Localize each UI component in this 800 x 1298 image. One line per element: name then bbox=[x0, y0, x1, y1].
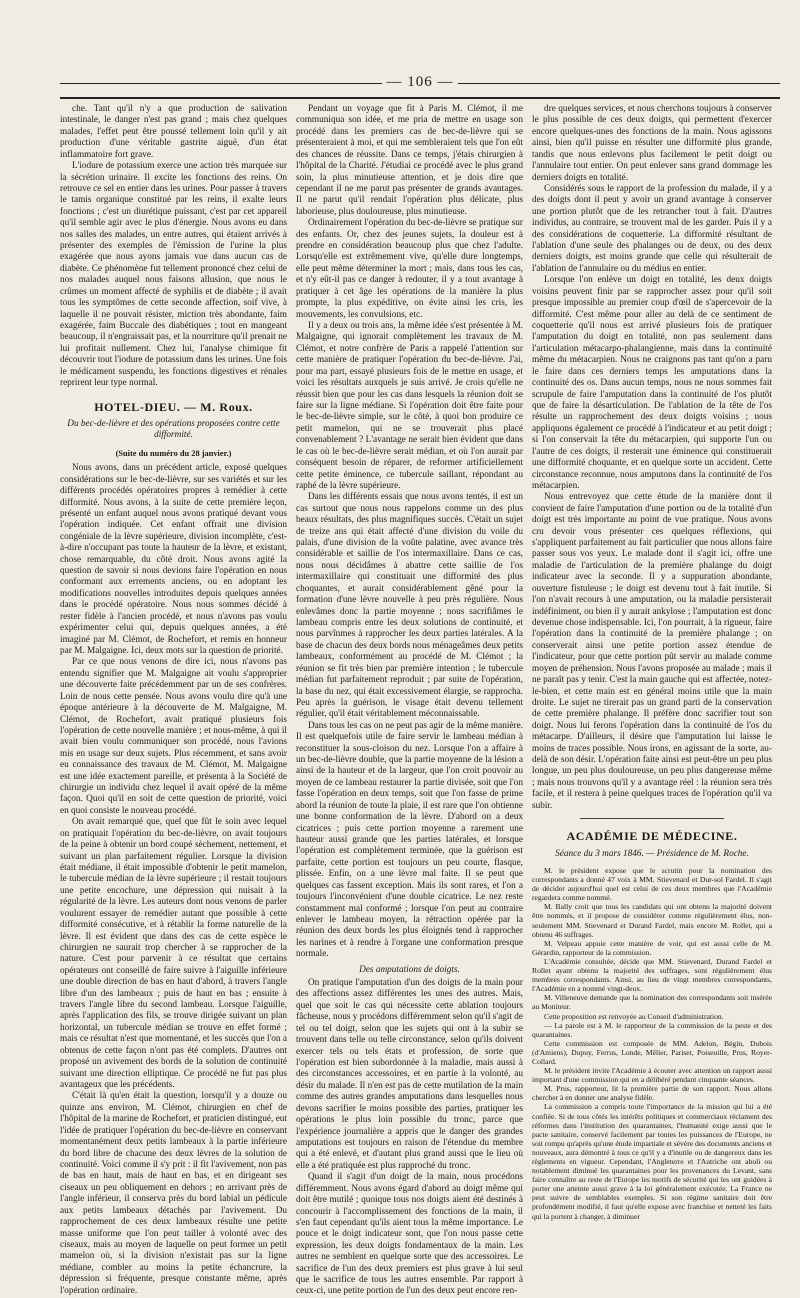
paragraph: L'iodure de potassium exerce une action très marquée sur la sécrétion urinaire. Il excite les fonctions des reins. On retrouve ce sel en entier dans les urines. Pour passer à travers le tamis organique constitué par les reins, il exalte leurs fonctions ; c'est un diurétique puissant, c'est par cet appareil qu'il semble agir avec le plus d'énergie. Nous avons eu dans nos salles des malades, un entre autres, qui étaient arrivés à présenter des exemples de l'émission de l'urine la plus exagérée que nous ayons jamais vue dans aucun cas de diabète. Ce phénomène fut tellement prononcé chez celui de nos malades auquel nous faisons allusion, que nous le crûmes un moment affecté de syphilis et de diabète ; il avait tous les symptômes de cette seconde affection, soif vive, à laquelle il ne pouvait résister, miction très abondante, faim exagérée, faim Buccale des diabétiques ; tout en mangeant beaucoup, il n'engraissait pas, et la nourriture qu'il prenait ne lui profitait nullement. Chez lui, l'analyse chimique fit découvrir tout l'iodure de potassium dans les urines. Une fois le médicament suspendu, les fonctions digestives et rénales reprirent leur type normal. bbox=[60, 161, 287, 389]
paragraph: Cette commission est composée de MM. Adelon, Bégin, Dubois (d'Amiens), Dupuy, Ferrus, Londe, Mêlier, Pariset, Poiseuille, Prus, Royer-Collard. bbox=[532, 1038, 772, 1066]
section-subheading-amputations: Des amputations de doigts. bbox=[359, 964, 460, 975]
page-number: — 106 — bbox=[386, 74, 454, 90]
paragraph: Lorsque l'on enlève un doigt en totalité, les deux doigts voisins peuvent finir par se rapprocher assez pour qu'il soit presque impossible au premier coup d'œil de s'apercevoir de la difformité. C'est même pour aller au delà de ce sentiment de coquetterie qu'il nous est arrivé plusieurs fois de pratiquer l'amputation du doigt en totalité, non pas seulement dans l'articulation métacarpo-phalangienne, mais dans la continuité même du métacarpien. Nous ne craignons pas tant qu'on a paru le faire dans ces derniers temps les amputations dans la continuité des os. Dans aucun temps, nous ne nous sommes fait scrupule de faire l'amputation dans la continuité de l'os plutôt que de faire la désarticulation. De l'ablation de la tête de l'os résulte un rapprochement des deux doigts voisins ; nous appliquons également ce procédé à l'indicateur et au petit doigt ; si l'on conservait la tête du métacarpien, qui supporte l'un ou l'autre de ces doigts, il resterait une éminence qui constituerait une difformité choquante, et en quelque sorte un accident. Cette circonstance reconnue, nous amputons dans la continuité de l'os métacarpien. bbox=[532, 275, 772, 491]
paragraph: M. Bally croit que tous les candidats qui ont obtenu la majorité doivent être nommés, et il propose de considérer comme régulièrement élus, non-seulement MM. Stievenard et Durand Fardel, mais encore M. Rollet, qui a obtenu 46 suffrages. bbox=[532, 902, 772, 939]
paragraph: dre quelques services, et nous cherchons toujours à conserver le plus possible de ces deux doigts, qui permettent d'exercer encore quelques-unes des fonctions de la main. Nous agissons ainsi, bien qu'il puisse en résulter une difformité plus grande, tandis que nous enlevons plus facilement le petit doigt ou l'annulaire tout entier. On peut enlever sans grand dommage les derniers doigts en totalité. bbox=[532, 104, 772, 183]
paragraph: Quand il s'agit d'un doigt de la main, nous procédons différemment. Nous avons égard d'abord au doigt même qui doit être mutilé ; quoique tous nos doigts aient été destinés à concourir à l'accomplissement des fonctions de la main, il s'en faut cependant qu'ils aient tous la même importance. Le pouce et le doigt indicateur sont, que l'on nous passe cette expression, les deux doigts fondamentaux de la main. Les autres ne semblent en quelque sorte que des accessoires. Le sacrifice de l'un des deux premiers est plus grave à lui seul que le sacrifice de tous les autres ensemble. Par rapport à ceux-ci, une petite portion de l'un des deux peut encore ren- bbox=[296, 1172, 523, 1297]
session-line: Séance du 3 mars 1846. — Présidence de M. Roche. bbox=[555, 848, 749, 859]
paragraph: L'Académie consultée, décide que MM. Stievenard, Durand Fardel et Rollet ayant obtenu la majorité des suffrages, sont régulièrement élus membres correspondants. Ainsi, au lieu de vingt membres correspondants, l'Académie en a nommé vingt-deux. bbox=[532, 956, 772, 994]
paragraph: La commission a compris toute l'importance de la mission qui lui a été confiée. Si de tous côtés les intérêts politiques et commerciaux réclament des réformes dans l'institution des quarantaines, l'humanité exige aussi que le pacte sanitaire, conservé facilement par toutes les puissances de l'Europe, ne soit rompu qu'après qu'une étude impartiale et sévère des documents anciens et nouveaux, aura démontré à tous ce qu'il y a d'inutile ou de dangereux dans les règlements en vigueur. Cependant, l'Angleterre et l'Autriche ont aboli ou notablement diminué les quarantaines pour les provenances du Levant, sans faire connaître au reste de l'Europe les motifs de sécurité qui les ont guidées à porter une atteinte aussi grave à la loi généralement exécutée. La France ne peut suivre de semblables exemples. Si son régime sanitaire doit être profondément modifié, il faut qu'elle expose avec franchise et netteté les faits qui la portent à changer, à diminuer bbox=[532, 1102, 772, 1221]
paragraph: On avait remarqué que, quel que fût le soin avec lequel on pratiquait l'opération du bec-de-lièvre, on avait toujours de la peine à obtenir un bord coupé sèchement, nettement, et suivant un plan parfaitement régulier. Lorsque la division était médiane, il était impossible d'obtenir le petit mamelon, le tubercule médian de la lèvre supérieure ; il restait toujours une petite encochure, une dépression qui nuisait à la régularité de la lèvre. Les auteurs dont nous venons de parler voulurent essayer de remédier autant que possible à cette difformité consécutive, et à rétablir la forme naturelle de la lèvre. Il est évident que dans des cas de cette espèce le chirurgien ne saurait trop chercher à se rapprocher de la nature. C'est pour parvenir à ce résultat que certains opérateurs ont conseillé de faire suivre à l'aiguille inférieure une double direction de bas en haut d'abord, à travers l'angle libre d'un des lambeaux ; puis de haut en bas ; ensuite à travers l'angle libre du second lambeau. Lorsque l'aiguille, après l'application des fils, se trouve dirigée suivant un plan horizontal, un tubercule médian se trouve en effet formé ; mais ce résultat n'est que momentané, et les succès que l'on a obtenus de cette façon n'ont pas été complets. D'autres ont proposé un avivement des bords de la solution de continuité suivant une direction elliptique. Ce procédé ne fut pas plus avantageux que les précédents. bbox=[60, 817, 287, 1091]
paragraph: M. le président invite l'Académie à écouter avec attention un rapport aussi important d'une commission qui en a délibéré pendant cinquante séances. bbox=[532, 1066, 772, 1085]
paragraph: Nous entrevoyez que cette étude de la manière dont il convient de faire l'amputation d'une portion ou de la totalité d'un doigt est très importante au point de vue pratique. Nous avons cru devoir vous présenter ces quelques réflexions, qui s'appliquent parfaitement au fait particulier que nous allons faire passer sous vos yeux. Le malade dont il s'agit ici, offre une maladie de l'articulation de la première phalange du doigt indicateur avec la seconde. Il y a suppuration abondante, ouverture fistuleuse ; le doigt est devenu tout à fait inutile. Si l'on n'avait recours à une amputation, ou la maladie persisterait indéfiniment, ou bien il y aurait ankylose ; l'amputation est donc devenue chose indispensable. Ici, l'on pourrait, à la rigueur, faire l'opération dans la continuité de la première phalange ; on conserverait ainsi une petite portion assez étendue de l'indicateur, pour que cette portion pût servir au malade comme moyen de préhension. Nous l'avons proposée au malade ; mais il ne paraît pas y tenir. C'est la main gauche qui est affectée, notez-le-bien, et cette main est en général moins utile que la main droite. Le sujet ne tirerait pas un grand parti de la conservation de cette première phalange. Il préfère donc sacrifier tout son doigt. Nous lui ferons l'opération dans la continuité de l'os du métacarpe. D'ailleurs, il désire que l'amputation lui laisse le moins de traces possible. Nous irons, en agissant de la sorte, au-delà de son désir. L'opération faite ainsi est peut-être un peu plus longue, un peu plus douloureuse, un peu plus dangereuse même ; mais nous trouvons qu'il y a avantage réel : la réunion sera très facile, et il restera à peine quelques traces de l'opération qu'il va subir. bbox=[532, 492, 772, 811]
page-header bbox=[60, 74, 780, 94]
paragraph: — La parole est à M. le rapporteur de la commission de la peste et des quarantaines. bbox=[532, 1020, 772, 1039]
session-report bbox=[532, 866, 772, 1221]
column-2 bbox=[296, 104, 523, 1297]
paragraph: M. le président expose que le scrutin pour la nomination des correspondants a donné 47 voix à MM. Stievenard et Dur-sol Fardel. Il s'agit de décider aujourd'hui quel est celui de ces deux membres que l'Académie regardera comme nommé. bbox=[532, 866, 772, 903]
paragraph: Nous avons, dans un précédent article, exposé quelques considérations sur le bec-de-lièvre, sur ses variétés et sur les différents procédés opératoires propres à remédier à cette difformité. Nous avons, à la suite de cette première leçon, présenté un enfant auquel nous avons pratiqué devant vous l'opération indiquée. Cet enfant offrait une division congéniale de la lèvre supérieure, division incomplète, c'est-à-dire n'occupant pas toute la hauteur de la lèvre, et existant, chose remarquable, du côté droit. Nous avons agité la question de savoir si nous devions faire l'opération en nous conformant aux errements anciens, ou en adoptant les modifications nouvelles introduites depuis quelques années dans le procédé opératoire. Nous nous sommes décidé à rester fidèle à l'ancien procédé, et nous n'avons pas voulu expérimenter celui qui, depuis quelques années, a été imaginé par M. Clémot, de Rochefort, et remis en honneur par M. Malgaigne. Ici, deux mots sur la question de priorité. bbox=[60, 463, 287, 656]
paragraph: On pratique l'amputation d'un des doigts de la main pour des affections assez différentes les unes des autres. Mais, quel que soit le cas qui nécessite cette ablation toujours fâcheuse, nous y procédons différemment selon qu'il s'agit de tel ou tel doigt, selon que les sujets qui ont à la subir se trouvent dans telle ou telle circonstance, selon qu'ils doivent exercer tels ou tels états et profession, de sorte que l'opération est bien subordonnée à la maladie, mais aussi à des circonstances accessoires, et en partie à la volonté, au désir du malade. Il n'en est pas de cette mutilation de la main comme des autres grandes amputations dans lesquelles nous devons sacrifier le moins possible des parties, pratiquer les opérations le plus loin possible du tronc, parce que l'expérience journalière a appris que le danger des grandes amputations est toujours en raison de l'étendue du membre qui a été enlevé, et d'autant plus grand aussi que le lieu où elle a été pratiquée est plus rapproché du tronc. bbox=[296, 978, 523, 1171]
section-heading-hotel-dieu: HOTEL-DIEU. — M. Roux. bbox=[94, 399, 253, 414]
paragraph: Considérés sous le rapport de la profession du malade, il y a des doigts dont il peut y avoir un grand avantage à conserver une portion plutôt que de les retrancher tout à fait. D'autres individus, au contraire, se trouvent mal de les garder. Puis il y a des considérations de coquetterie. La difformité résultant de l'ablation d'une seule des phalanges ou de deux, ou des deux derniers doigts, est moins grande que celle qui résulterait de l'ablation de l'annulaire ou du médius en entier. bbox=[532, 183, 772, 274]
paragraph: Cette proposition est renvoyée au Conseil d'administration. bbox=[544, 1011, 724, 1021]
header-rule bbox=[60, 97, 780, 99]
column-3 bbox=[532, 104, 772, 1221]
continuation-note: (Suite du numéro du 28 janvier.) bbox=[115, 448, 232, 458]
article-subtitle: Du bec-de-lièvre et des opérations proposées contre cette difformité. bbox=[67, 418, 280, 441]
paragraph: Ordinairement l'opération du bec-de-lièvre se pratique sur des enfants. Or, chez des jeunes sujets, la douleur est à prendre en considération beaucoup plus que chez l'adulte. Lorsqu'elle est extrêmement vive, qu'elle dure longtemps, elle peut même déterminer la mort ; mais, dans tous les cas, et n'y eût-il pas ce danger à redouter, il y a tout avantage à pratiquer à cet âge les opérations de la manière la plus prompte, la plus expéditive, on évite ainsi les cris, les mouvements, les convulsions, etc. bbox=[296, 218, 523, 320]
header-rule-right bbox=[458, 83, 780, 84]
section-heading-academie: ACADÉMIE DE MÉDECINE. bbox=[566, 829, 738, 844]
paragraph: M. Velpeau appuie cette manière de voir, qui est aussi celle de M. Gérardin, rapporteur de la commission. bbox=[532, 938, 772, 957]
paragraph: che. Tant qu'il n'y a que production de salivation intestinale, le danger n'est pas grand ; mais chez quelques malades, l'effet peut être poussé tellement loin qu'il y ait production d'une véritable gastrite aiguë, d'un état inflammatoire fort grave. bbox=[60, 104, 287, 160]
paragraph: M. Villeneuve demande que la nomination des correspondants soit insérée au Moniteur. bbox=[532, 993, 772, 1012]
paragraph: M. Prus, rapporteur, lit la première partie de son rapport. Nous allons chercher à en donner une analyse fidèle. bbox=[532, 1084, 772, 1103]
paragraph: Par ce que nous venons de dire ici, nous n'avons pas entendu signifier que M. Malgaigne ait voulu s'approprier une découverte faite précédemment par un de ses confrères. Loin de nous cette pensée. Nous avons voulu dire qu'à une époque antérieure à la découverte de M. Malgaigne, M. Clémot, de Rochefort, avait pratiqué plusieurs fois l'opération de cette nouvelle manière ; et nous-même, à qui il avait bien voulu communiquer son procédé, nous l'avions mis en usage sur deux sujets. Plus récemment, et sans avoir eu connaissance des travaux de M. Clémot, M. Malgaigne est une idée exactement pareille, et présenta à la Société de chirurgie un individu chez lequel il avait opéré de la même façon. Quoi qu'il en soit de cette question de priorité, voici en quoi consiste le nouveau procédé. bbox=[60, 657, 287, 816]
paragraph: Dans les différents essais que nous avons tentés, il est un cas surtout que nous nous rappelons comme un des plus beaux résultats, des plus magnifiques succès. C'était un sujet de treize ans qui était affecté d'une division du voile du palais, d'une division de la voûte palatine, avec avance très considérable et saillie de l'os intermaxillaire. Dans ce cas, nous nous décidâmes à abattre cette saillie de l'os intermaxillaire qui constituait une difformité des plus choquantes, et aurait considérablement gêné pour la formation d'une lèvre nouvelle à peu près régulière. Nous enlevâmes donc la partie moyenne ; nous sacrifiâmes le lambeau compris entre les deux solutions de continuité, et nous parvînmes à rapprocher les deux parties latérales. A la base de chacun des deux bords nous ménageâmes deux petits lambeaux, conformément au procédé de M. Clémot ; la réunion se fit très bien par première intention ; le tubercule médian fut parfaitement reproduit ; par suite de l'opération, la base du nez, qui était excessivement élargie, se rapprocha. Peu après la guérison, le visage était devenu tellement régulier, qu'il était véritablement méconnaissable. bbox=[296, 492, 523, 720]
paragraph: Pendant un voyage que fit à Paris M. Clémot, il me communiqua son idée, et me pria de mettre en usage son procédé dans les premiers cas de bec-de-lièvre qui se présenteraient à moi, et qui me sembleraient tels que l'on eût des chances de réussite. Dans ce temps, j'étais chirurgien à l'hôpital de la Charité. J'étudiai ce procédé avec le plus grand soin, la plus minutieuse attention, et je dois dire que cependant il ne me parut pas présenter de grands avantages. Il ne parut qu'il rendait l'opération plus délicate, plus laborieuse, plus douloureuse, plus minutieuse. bbox=[296, 104, 523, 217]
paragraph: Dans tous les cas on ne peut pas agir de la même manière. Il est quelquefois utile de faire servir le lambeau médian à reconstituer la sous-cloison du nez. Lorsque l'on a affaire à un bec-de-lièvre double, que la partie moyenne de la lésion a ainsi de la hauteur et de la largeur, que l'on croit pouvoir au moyen de ce lambeau restaurer la partie divisée, soit que l'on fasse l'opération en deux temps, soit que l'on fasse de prime abord la réunion de toute la plaie, il est rare que l'on obtienne une bonne conformation de la lèvre. D'abord on a deux cicatrices ; puis cette portion moyenne a rarement une hauteur aussi grande que les parties latérales, et lorsque l'opération est complètement terminée, que la guérison est parfaite, cette portion est toujours un peu courte, flasque, plissée. Enfin, on a une lèvre mal faite. Il se peut que quelques cas fassent exception. Mais ils sont rares, et l'on a toujours l'inconvénient d'une double cicatrice. Le nez reste constamment mal conformé ; lorsque l'on peut au contraire enlever le lambeau moyen, la rétraction opérée par la réunion des deux bords les plus éloignés tend à rapprocher les narines et à rendre à l'organe une conformation presque normale. bbox=[296, 720, 523, 960]
paragraph: Il y a deux ou trois ans, la même idée s'est présentée à M. Malgaigne, qui ignorait complètement les travaux de M. Clémot, et notre confrère de Paris a rappelé l'attention sur cette manière de pratiquer l'opération du bec-de-lièvre. J'ai, pour ma part, essayé plusieurs fois de le mettre en usage, et voici les résultats auxquels je suis arrivé. Je crois qu'elle ne réussit bien que pour les cas dans lesquels la réunion doit se faire sur la ligne médiane. Si l'opération doit être faite pour le bec-de-lièvre simple, sur le côté, à quoi bon produire ce petit mamelon, qui ne se trouverait plus placé convenablement ? L'avantage ne serait bien évident que dans le cas où le bec-de-lièvre serait médian, et où l'on aurait par conséquent besoin de réparer, de reformer artificiellement cette petite éminence, ce tubercule saillant, répondant au raphé de la lèvre supérieure. bbox=[296, 321, 523, 491]
paragraph: C'était là qu'en était la question, lorsqu'il y a douze ou quinze ans environ, M. Clémot, chirurgien en chef de l'hôpital de la marine de Rochefort, et praticien distingué, eut l'idée de pratiquer l'opération du bec-de-lièvre en conservant momentanément deux petits lambeaux à la partie inférieure du bord libre de chacune des deux lèvres de la solution de continuité. Voici comme il s'y prit : il fit l'avivement, non pas de bas en haut, mais de haut en bas, et en dirigeant ses ciseaux un peu obliquement en dehors ; en arrivant près de l'angle inférieur, il conserva près du bord labial un pédicule aux petits lambeaux détachés par l'avivement. Du rapprochement de ces deux lambeaux résulte une petite masse uniforme que l'on peut tailler à volonté avec des ciseaux, mais au moyen de laquelle on peut former un petit mamelon où, si la division n'existait pas sur la ligne médiane, combler au moins la petite échancrure, la dépression si fréquente, presque constante même, après l'opération ordinaire. bbox=[60, 1091, 287, 1296]
section-divider bbox=[580, 818, 724, 819]
column-1 bbox=[60, 104, 287, 1296]
